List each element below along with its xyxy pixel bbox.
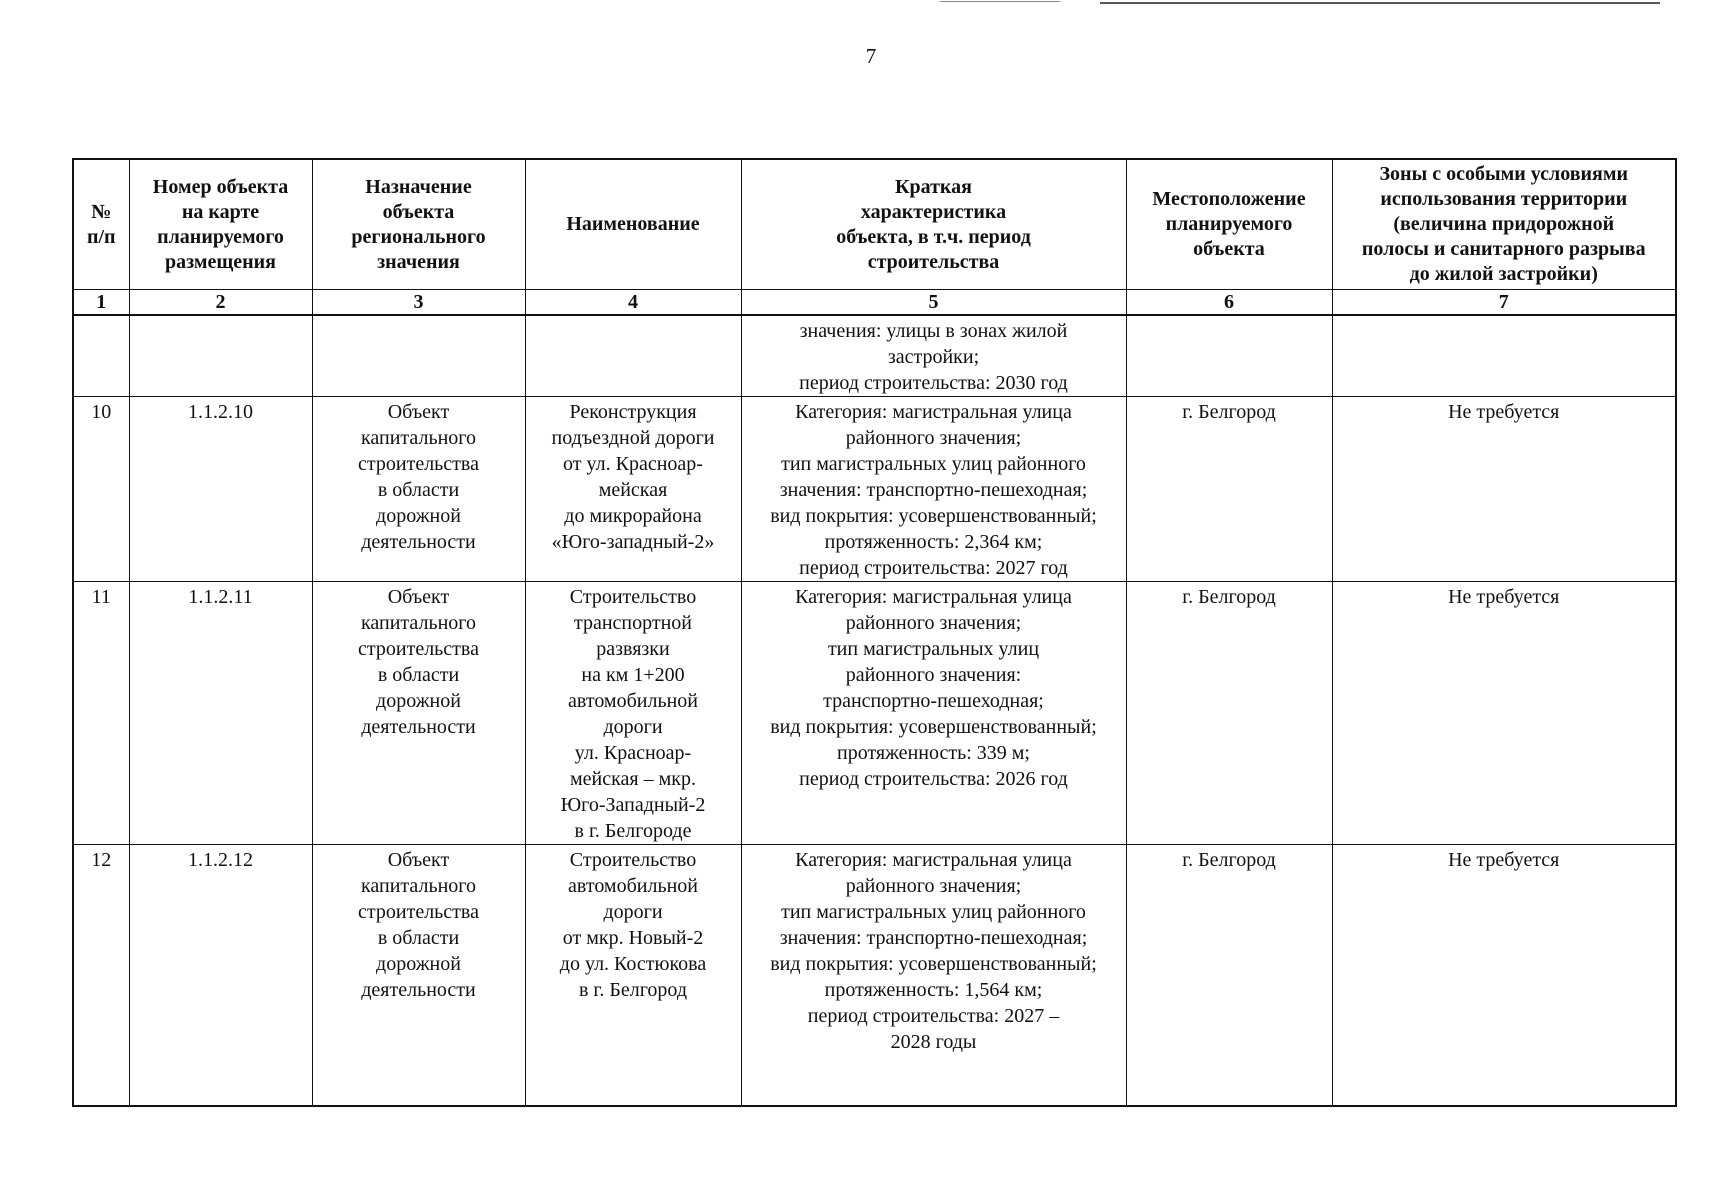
cell-text-line: до жилой застройки)	[1409, 263, 1598, 285]
cell-map-object-number: 1.1.2.10	[129, 397, 312, 582]
table-row	[73, 397, 1676, 582]
cell-row-number	[73, 315, 129, 397]
cell-text-line: период строительства: 2027 год	[799, 557, 1068, 579]
cell-text-line: Местоположение	[1152, 188, 1306, 210]
cell-object-description	[741, 845, 1126, 1107]
cell-text-line: вид покрытия: усовершенствованный;	[770, 953, 1097, 975]
header-object-description	[741, 159, 1126, 290]
cell-text-line: автомобильной	[568, 690, 698, 712]
cell-text-line: объекта	[382, 200, 455, 223]
cell-text-line: развязки	[596, 638, 670, 660]
table-row	[73, 845, 1676, 1107]
cell-text-line: капитального	[361, 612, 476, 634]
cell-text-line: до ул. Костюкова	[559, 953, 707, 975]
cell-text-line: период строительства: 2026 год	[799, 768, 1068, 790]
cell-text-line: регионального	[351, 225, 486, 248]
column-number: 7	[1332, 290, 1676, 316]
cell-text-line: мейская – мкр.	[570, 768, 696, 790]
cell-text-line: тип магистральных улиц	[827, 638, 1040, 660]
header-map-object-number	[129, 159, 312, 290]
table-header-row	[73, 159, 1676, 290]
cell-text-line: Зоны с особыми условиями	[1379, 163, 1628, 185]
cell-text-line: Строительство	[569, 849, 697, 871]
cell-object-purpose	[312, 315, 525, 397]
cell-object-name	[525, 397, 741, 582]
cell-text-line: районного значения;	[845, 875, 1022, 897]
cell-text-line: Краткая	[895, 175, 972, 198]
cell-text-line: транспортной	[573, 612, 693, 634]
cell-text-line: Номер объекта	[152, 175, 289, 198]
cell-text-line: дороги	[603, 716, 663, 738]
cell-object-location: г. Белгород	[1126, 397, 1332, 582]
cell-text-line: дорожной	[376, 505, 461, 527]
cell-text-line: ул. Красноар-	[574, 742, 692, 764]
cell-text-line: полосы и санитарного разрыва	[1361, 238, 1646, 260]
cell-text-line: (величина придорожной	[1393, 213, 1615, 235]
cell-map-object-number: 1.1.2.12	[129, 845, 312, 1107]
cell-text-line: характеристика	[860, 200, 1007, 223]
cell-text-line: протяженность: 1,564 км;	[824, 979, 1043, 1001]
cell-text-line: тип магистральных улиц районного	[781, 901, 1086, 923]
cell-text-line: на км 1+200	[581, 664, 685, 686]
cell-text-line: в области	[377, 927, 460, 949]
cell-special-zones	[1332, 315, 1676, 397]
cell-object-description	[741, 397, 1126, 582]
cell-text-line: застройки;	[887, 346, 980, 368]
table-row	[73, 582, 1676, 845]
header-object-location	[1126, 159, 1332, 290]
cell-text-line: в области	[377, 664, 460, 686]
cell-text-line: значения	[377, 250, 460, 273]
header-special-zones	[1332, 159, 1676, 290]
cell-special-zones: Не требуется	[1332, 397, 1676, 582]
planned-objects-table	[72, 158, 1677, 1107]
cell-text-line: строительства	[358, 901, 479, 923]
cell-text-line: вид покрытия: усовершенствованный;	[770, 716, 1097, 738]
cell-text-line: размещения	[164, 250, 276, 273]
column-number: 5	[741, 290, 1126, 316]
cell-object-description	[741, 315, 1126, 397]
cell-text-line: объекта, в т.ч. период	[836, 225, 1031, 248]
cell-text-line: строительства	[867, 250, 1000, 273]
cell-text-line: капитального	[361, 427, 476, 449]
cell-object-name	[525, 582, 741, 845]
cell-text-line: Категория: магистральная улица	[795, 586, 1072, 608]
cell-map-object-number	[129, 315, 312, 397]
cell-text-line: в г. Белгороде	[574, 820, 692, 842]
cell-object-purpose	[312, 397, 525, 582]
top-scan-rule-left	[940, 1, 1060, 2]
cell-text-line: строительства	[358, 638, 479, 660]
cell-text-line: Реконструкция	[569, 401, 697, 423]
cell-object-purpose	[312, 845, 525, 1107]
cell-text-line: п/п	[86, 225, 116, 248]
cell-text-line: Строительство	[569, 586, 697, 608]
cell-text-line: вид покрытия: усовершенствованный;	[770, 505, 1097, 527]
cell-text-line: в области	[377, 479, 460, 501]
cell-special-zones: Не требуется	[1332, 582, 1676, 845]
cell-text-line: 2028 годы	[890, 1031, 977, 1053]
cell-text-line: строительства	[358, 453, 479, 475]
cell-text-line: в г. Белгород	[578, 979, 688, 1001]
cell-text-line: Категория: магистральная улица	[795, 849, 1072, 871]
cell-text-line: значения: улицы в зонах жилой	[799, 320, 1068, 342]
cell-text-line: тип магистральных улиц районного	[781, 453, 1086, 475]
cell-text-line: объекта	[1193, 238, 1265, 260]
cell-row-number: 11	[73, 582, 129, 845]
cell-text-line: период строительства: 2030 год	[799, 372, 1068, 394]
cell-text-line: Объект	[387, 401, 450, 423]
cell-text-line: капитального	[361, 875, 476, 897]
cell-text-line: планируемого	[1165, 213, 1293, 235]
cell-text-line: деятельности	[361, 979, 476, 1001]
column-number: 2	[129, 290, 312, 316]
column-number: 4	[525, 290, 741, 316]
cell-object-description	[741, 582, 1126, 845]
cell-text-line: мейская	[598, 479, 668, 501]
cell-text-line: до микрорайона	[564, 505, 702, 527]
cell-text-line: Наименование	[566, 213, 700, 235]
column-number: 6	[1126, 290, 1332, 316]
cell-text-line: деятельности	[361, 531, 476, 553]
cell-text-line: подъездной дороги	[551, 427, 715, 449]
header-object-name	[525, 159, 741, 290]
cell-text-line: период строительства: 2027 –	[807, 1005, 1060, 1027]
cell-text-line: протяженность: 2,364 км;	[824, 531, 1043, 553]
cell-text-line: дорожной	[376, 690, 461, 712]
cell-text-line: Юго-Западный-2	[560, 794, 706, 816]
cell-text-line: от мкр. Новый-2	[562, 927, 704, 949]
cell-special-zones: Не требуется	[1332, 845, 1676, 1107]
page-number: 7	[865, 44, 877, 68]
cell-object-name	[525, 315, 741, 397]
cell-text-line: районного значения:	[845, 664, 1022, 686]
cell-object-purpose	[312, 582, 525, 845]
cell-text-line: №	[91, 200, 112, 223]
cell-text-line: значения: транспортно-пешеходная;	[779, 479, 1088, 501]
top-scan-rule	[1100, 2, 1660, 4]
cell-text-line: на карте	[181, 200, 260, 223]
cell-text-line: от ул. Красноар-	[563, 453, 703, 475]
column-number: 1	[73, 290, 129, 316]
cell-text-line: дороги	[603, 901, 663, 923]
cell-text-line: районного значения;	[845, 427, 1022, 449]
cell-text-line: районного значения;	[845, 612, 1022, 634]
cell-map-object-number: 1.1.2.11	[129, 582, 312, 845]
cell-text-line: деятельности	[361, 716, 476, 738]
cell-text-line: Объект	[387, 849, 450, 871]
cell-text-line: дорожной	[376, 953, 461, 975]
table-row-continuation	[73, 315, 1676, 397]
header-row-number	[73, 159, 129, 290]
cell-text-line: транспортно-пешеходная;	[823, 690, 1044, 712]
cell-text-line: значения: транспортно-пешеходная;	[779, 927, 1088, 949]
cell-text-line: использования территории	[1380, 188, 1628, 210]
cell-object-location	[1126, 315, 1332, 397]
cell-text-line: автомобильной	[568, 875, 698, 897]
cell-row-number: 12	[73, 845, 129, 1107]
column-number-row	[73, 290, 1676, 316]
cell-text-line: Объект	[387, 586, 450, 608]
cell-text-line: «Юго-западный-2»	[551, 531, 715, 553]
header-object-purpose	[312, 159, 525, 290]
column-number: 3	[312, 290, 525, 316]
cell-object-name	[525, 845, 741, 1107]
cell-text-line: Назначение	[365, 175, 472, 198]
cell-object-location: г. Белгород	[1126, 582, 1332, 845]
cell-text-line: протяженность: 339 м;	[837, 742, 1030, 764]
cell-object-location: г. Белгород	[1126, 845, 1332, 1107]
cell-row-number: 10	[73, 397, 129, 582]
cell-text-line: Категория: магистральная улица	[795, 401, 1072, 423]
cell-text-line: планируемого	[157, 225, 284, 248]
